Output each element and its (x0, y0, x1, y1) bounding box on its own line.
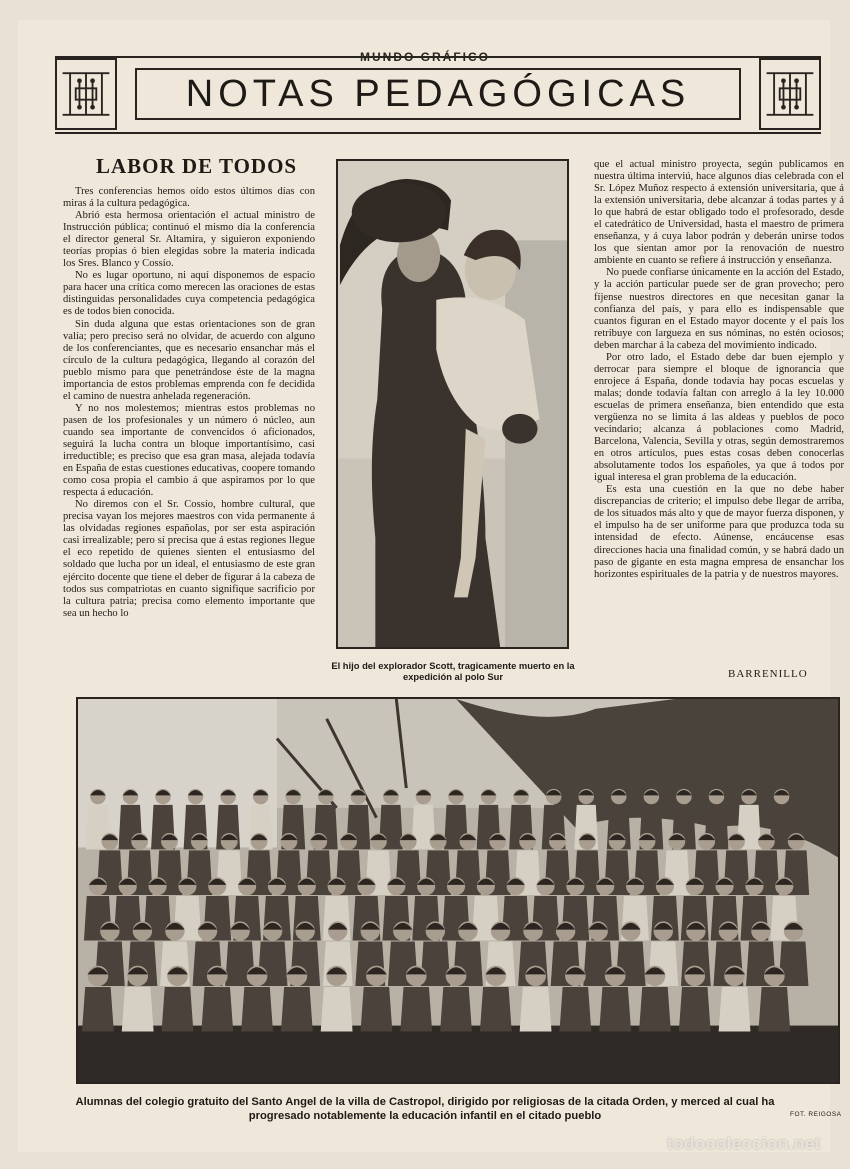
paragraph: Abrió esta hermosa orientación el actual ministro de Instrucción pública; continuó el mismo día la conferencia el director general Sr. Altamira, y siguieron exponiendo teorías propias ó bien elegidas sobre la materia indicada los Sres. Blanco y Cossío. (63, 210, 315, 270)
paragraph: que el actual ministro proyecta, según publicamos en nuestra última interviú, hace algunos días celebrada con el Sr. López Muñoz respecto á extensión universitaria, que á la extensión universitaria, debe alcanzar á todas partes y á lo que habrá de estar obligado todo el profesorado, desde el catedrático de Universidad, hasta el maestro de primera enseñanza, y á cuya labor podrán y deberán unirse todos los que sientan amor por la renovación de nuestro ambiente en cuanto se refiere á instrucción y enseñanza. (594, 159, 844, 267)
author-signature: BARRENILLO (728, 668, 808, 680)
section-title: NOTAS PEDAGÓGICAS (185, 72, 691, 115)
paragraph: Sin duda alguna que estas orientaciones son de gran valía; pero preciso será no olvidar, de acuerdo con alguno de los conferenciantes, que es necesario ensanchar más el círculo de la cultura pedagógica, llegando al corazón del pueblo mismo para que penetrándose éste de la magna importancia de estos problemas emprenda con fe decidida el camino de nuestra anhelada regeneración. (63, 318, 315, 402)
paragraph: Y no nos molestemos; mientras estos problemas no pasen de los profesionales y un número ó núcleo, aun cuando sea importante de convencidos ó aficionados, seguirá la lucha contra un bloque importantísimo, casi irreductible; es preciso que esa gran masa, alejada todavía en España de estas cuestiones educativas, coopere tomando como cosa propia el cambio á que aspiramos por lo que respecta á educación. (63, 402, 315, 499)
photo-scott-son (336, 159, 569, 649)
photo-school-group (76, 697, 840, 1084)
paragraph: Por otro lado, el Estado debe dar buen ejemplo y derrocar para siempre el bloque de ignorancia que enrojece á España, donde todavía hay pocas escuelas y malas; donde todavía faltan con arreglo á la ley 10.000 escuelas de primera enseñanza, bien entendido que esta vergüenza no se limita á las aldeas y pueblos de poco vecindario; alcanza á poblaciones como Madrid, Barcelona, Valencia, Sevilla y otras, según demostraremos en otros artículos, pues estas cosas deben conocerlas absolutamente todos los españoles, ya que á todos por igual interesa el gran problema de la educación. (594, 351, 844, 484)
section-title-box (135, 68, 741, 120)
magazine-name: MUNDO GRÁFICO (360, 50, 490, 64)
caption-photo-school: Alumnas del colegio gratuito del Santo Angel de la villa de Castropol, dirigido por religiosas de la citada Orden, y merced al cual ha progresado notablemente la educación infantil en el citado pueblo (75, 1096, 775, 1122)
article-heading: LABOR DE TODOS (96, 154, 298, 178)
watermark-logo: todocoleccion.net (667, 1134, 821, 1153)
caption-photo-scott: El hijo del explorador Scott, tragicamente muerto en la expedición al polo Sur (331, 660, 575, 682)
paragraph: No puede confiarse únicamente en la acción del Estado, y la acción particular puede ser de gran provecho; pero fíjense nuestros directores en que necesitan ganar la confianza del país, y para ello es indispensable que cuantos figuran en el Estado mayor docente y el país los retribuye con largueza en sus nóminas, no estén ociosos; deben marchar á la cabeza del movimiento indicado. (594, 267, 844, 351)
header-ornament-left (55, 58, 117, 130)
paragraph: No diremos con el Sr. Cossío, hombre cultural, que precisa vayan los mejores maestros con vida permanente á las olvidadas regiones españolas, por ser esta aspiración casi irrealizable; pero sí precisa que á estas regiones llegue el eco repetido de quienes sienten el entusiasmo del soldado que lucha por un ideal, el entusiasmo de este gran ejército docente que tiene el deber de figurar á la cabeza de todos sus compatriotas en cuanto signifique sacrificio por la cultura patria; precisa como elemento importante que sea un hecho lo (63, 499, 315, 619)
header-ornament-right (759, 58, 821, 130)
section-header (55, 56, 821, 134)
article-column-left (63, 186, 315, 684)
article-column-right (594, 159, 844, 665)
paragraph: Es esta una cuestión en la que no debe haber discrepancias de criterio; el impulso debe llegar de arriba, de los situados más alto y que de mayor fuerza disponen, y el impulso ha de ser uniforme para que produzca toda su intensidad de efecto. Aúnense, encáucense esas direcciones hacia una finalidad común, y se habrá dado un paso de gigante en esta magna empresa de ensanchar los horizontes espirituales de la patria y de nuestros mayores. (594, 484, 844, 580)
paragraph: Tres conferencias hemos oído estos últimos días con miras á la cultura pedagógica. (63, 186, 315, 210)
paragraph: No es lugar oportuno, ni aquí disponemos de espacio para hacer una crítica como merecen las oraciones de estas distinguidas personalidades cuya competencia pedagógica es de todos bien conocida. (63, 270, 315, 318)
photo-credit: FOT. REIGOSA (790, 1111, 842, 1118)
